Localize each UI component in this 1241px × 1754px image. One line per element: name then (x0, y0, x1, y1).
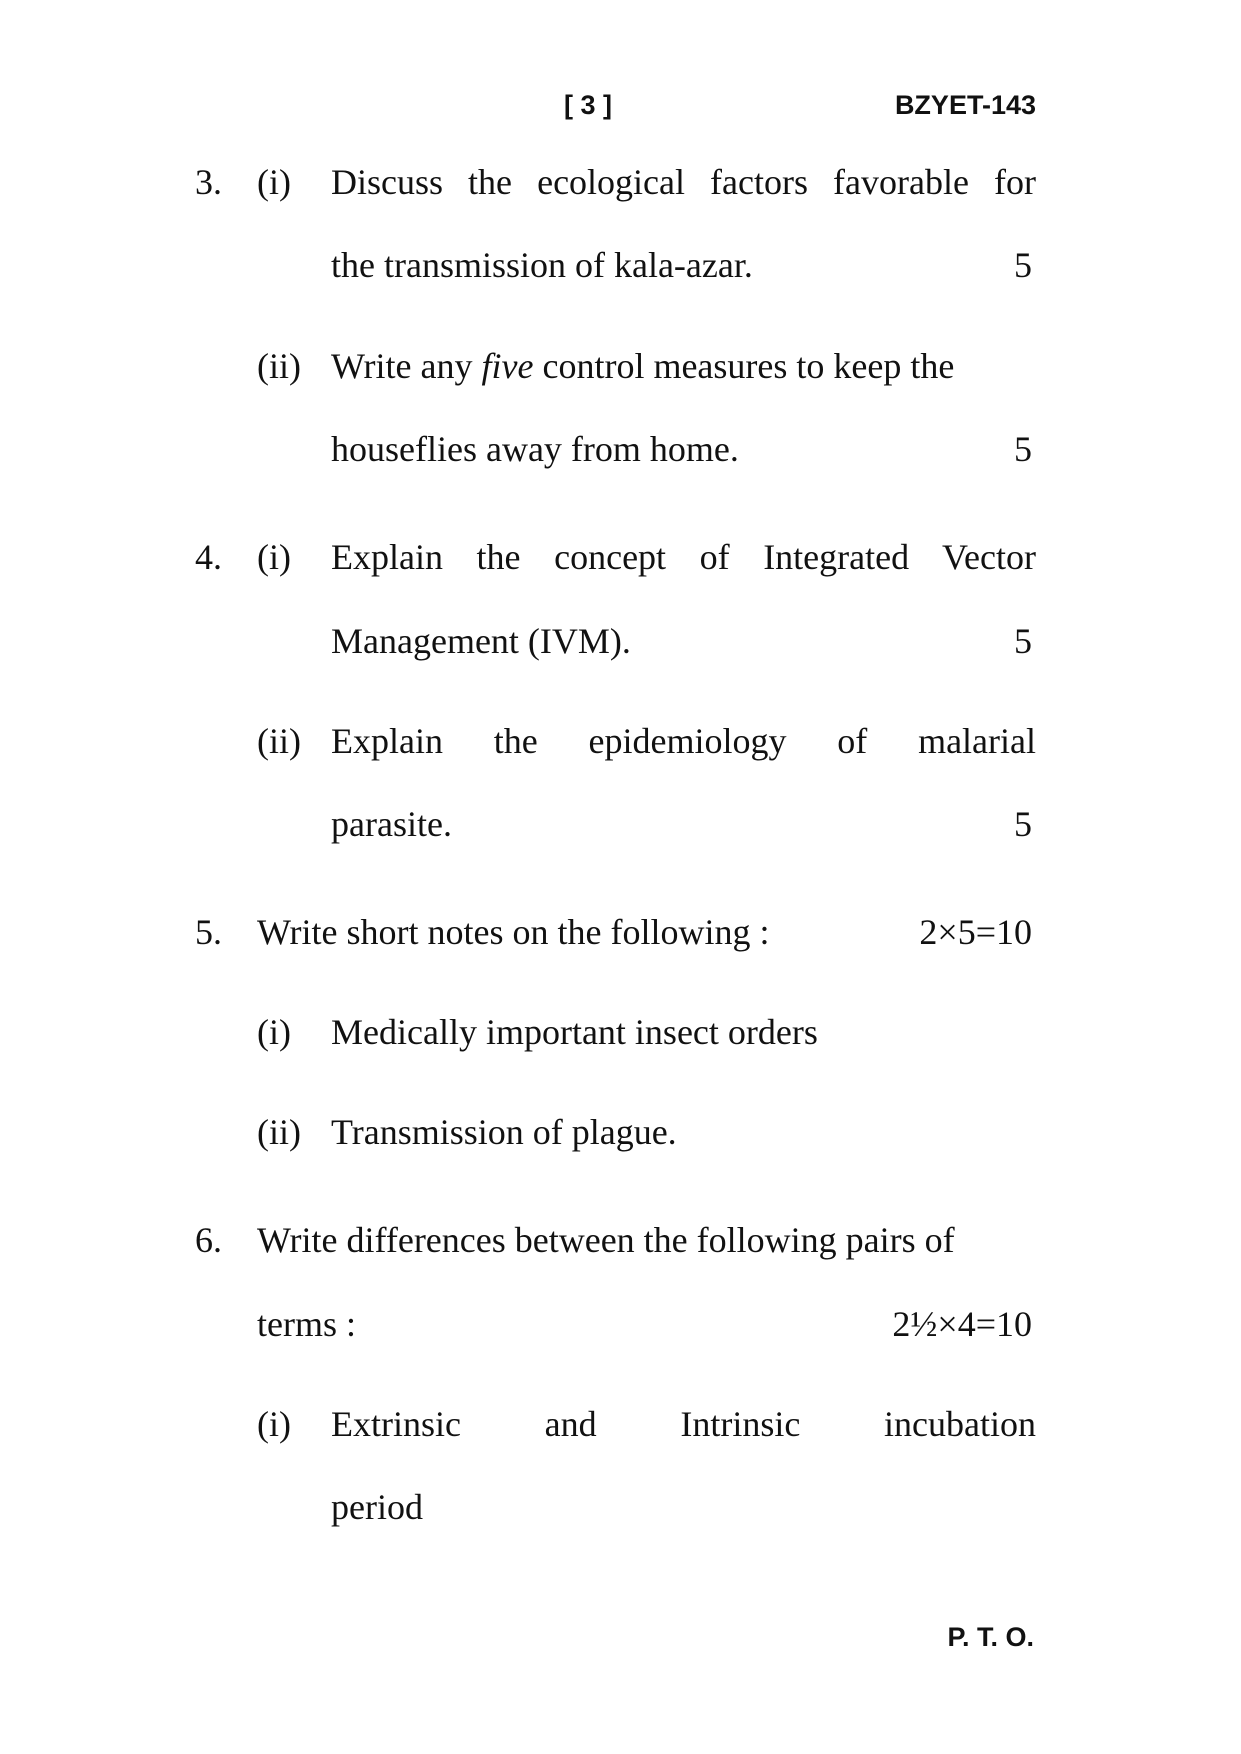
q3-ii-marks: 5 (1014, 429, 1032, 469)
q4-ii-line1: Explain the epidemiology of malarial (331, 721, 1036, 761)
q3-ii-pre: Write any (331, 346, 482, 386)
q4-i-line1: Explain the concept of Integrated Vector (331, 537, 1036, 577)
q3-ii-line2: houseflies away from home. (331, 429, 739, 469)
q6-i-line1: Extrinsic and Intrinsic incubation (331, 1404, 1036, 1444)
q4-ii-marks: 5 (1014, 804, 1032, 844)
question-4-number: 4. (195, 537, 222, 577)
q4-ii-line2: parasite. (331, 804, 452, 844)
q5-ii-label: (ii) (257, 1112, 301, 1152)
q3-i-line1: Discuss the ecological factors favorable for (331, 162, 1036, 202)
q3-ii-line1 (331, 344, 954, 388)
q3-ii-label: (ii) (257, 346, 301, 386)
q6-line1: Write differences between the following pairs of (257, 1220, 955, 1260)
question-3-number: 3. (195, 162, 222, 202)
q5-i-text: Medically important insect orders (331, 1012, 818, 1052)
q5-marks: 2×5=10 (919, 912, 1032, 952)
please-turn-over: P. T. O. (947, 1622, 1034, 1652)
q4-i-label: (i) (257, 537, 291, 577)
q6-line2: terms : (257, 1304, 356, 1344)
q4-ii-label: (ii) (257, 721, 301, 761)
q6-marks: 2½×4=10 (892, 1304, 1032, 1344)
q4-i-marks: 5 (1014, 621, 1032, 661)
q3-i-line2: the transmission of kala-azar. (331, 245, 753, 285)
q5-ii-text: Transmission of plague. (331, 1112, 677, 1152)
q5-i-label: (i) (257, 1012, 291, 1052)
q3-i-marks: 5 (1014, 245, 1032, 285)
paper-code: BZYET-143 (894, 90, 1036, 120)
page-number: [ 3 ] (564, 90, 613, 120)
q6-i-line2: period (331, 1487, 423, 1527)
question-5-number: 5. (195, 912, 222, 952)
q3-ii-post: control measures to keep the (533, 346, 955, 386)
q6-i-label: (i) (257, 1404, 291, 1444)
q4-i-line2: Management (IVM). (331, 621, 631, 661)
question-6-number: 6. (195, 1220, 222, 1260)
q3-ii-emphasis: five (481, 346, 534, 386)
q5-text: Write short notes on the following : (257, 912, 770, 952)
q3-i-label: (i) (257, 162, 291, 202)
